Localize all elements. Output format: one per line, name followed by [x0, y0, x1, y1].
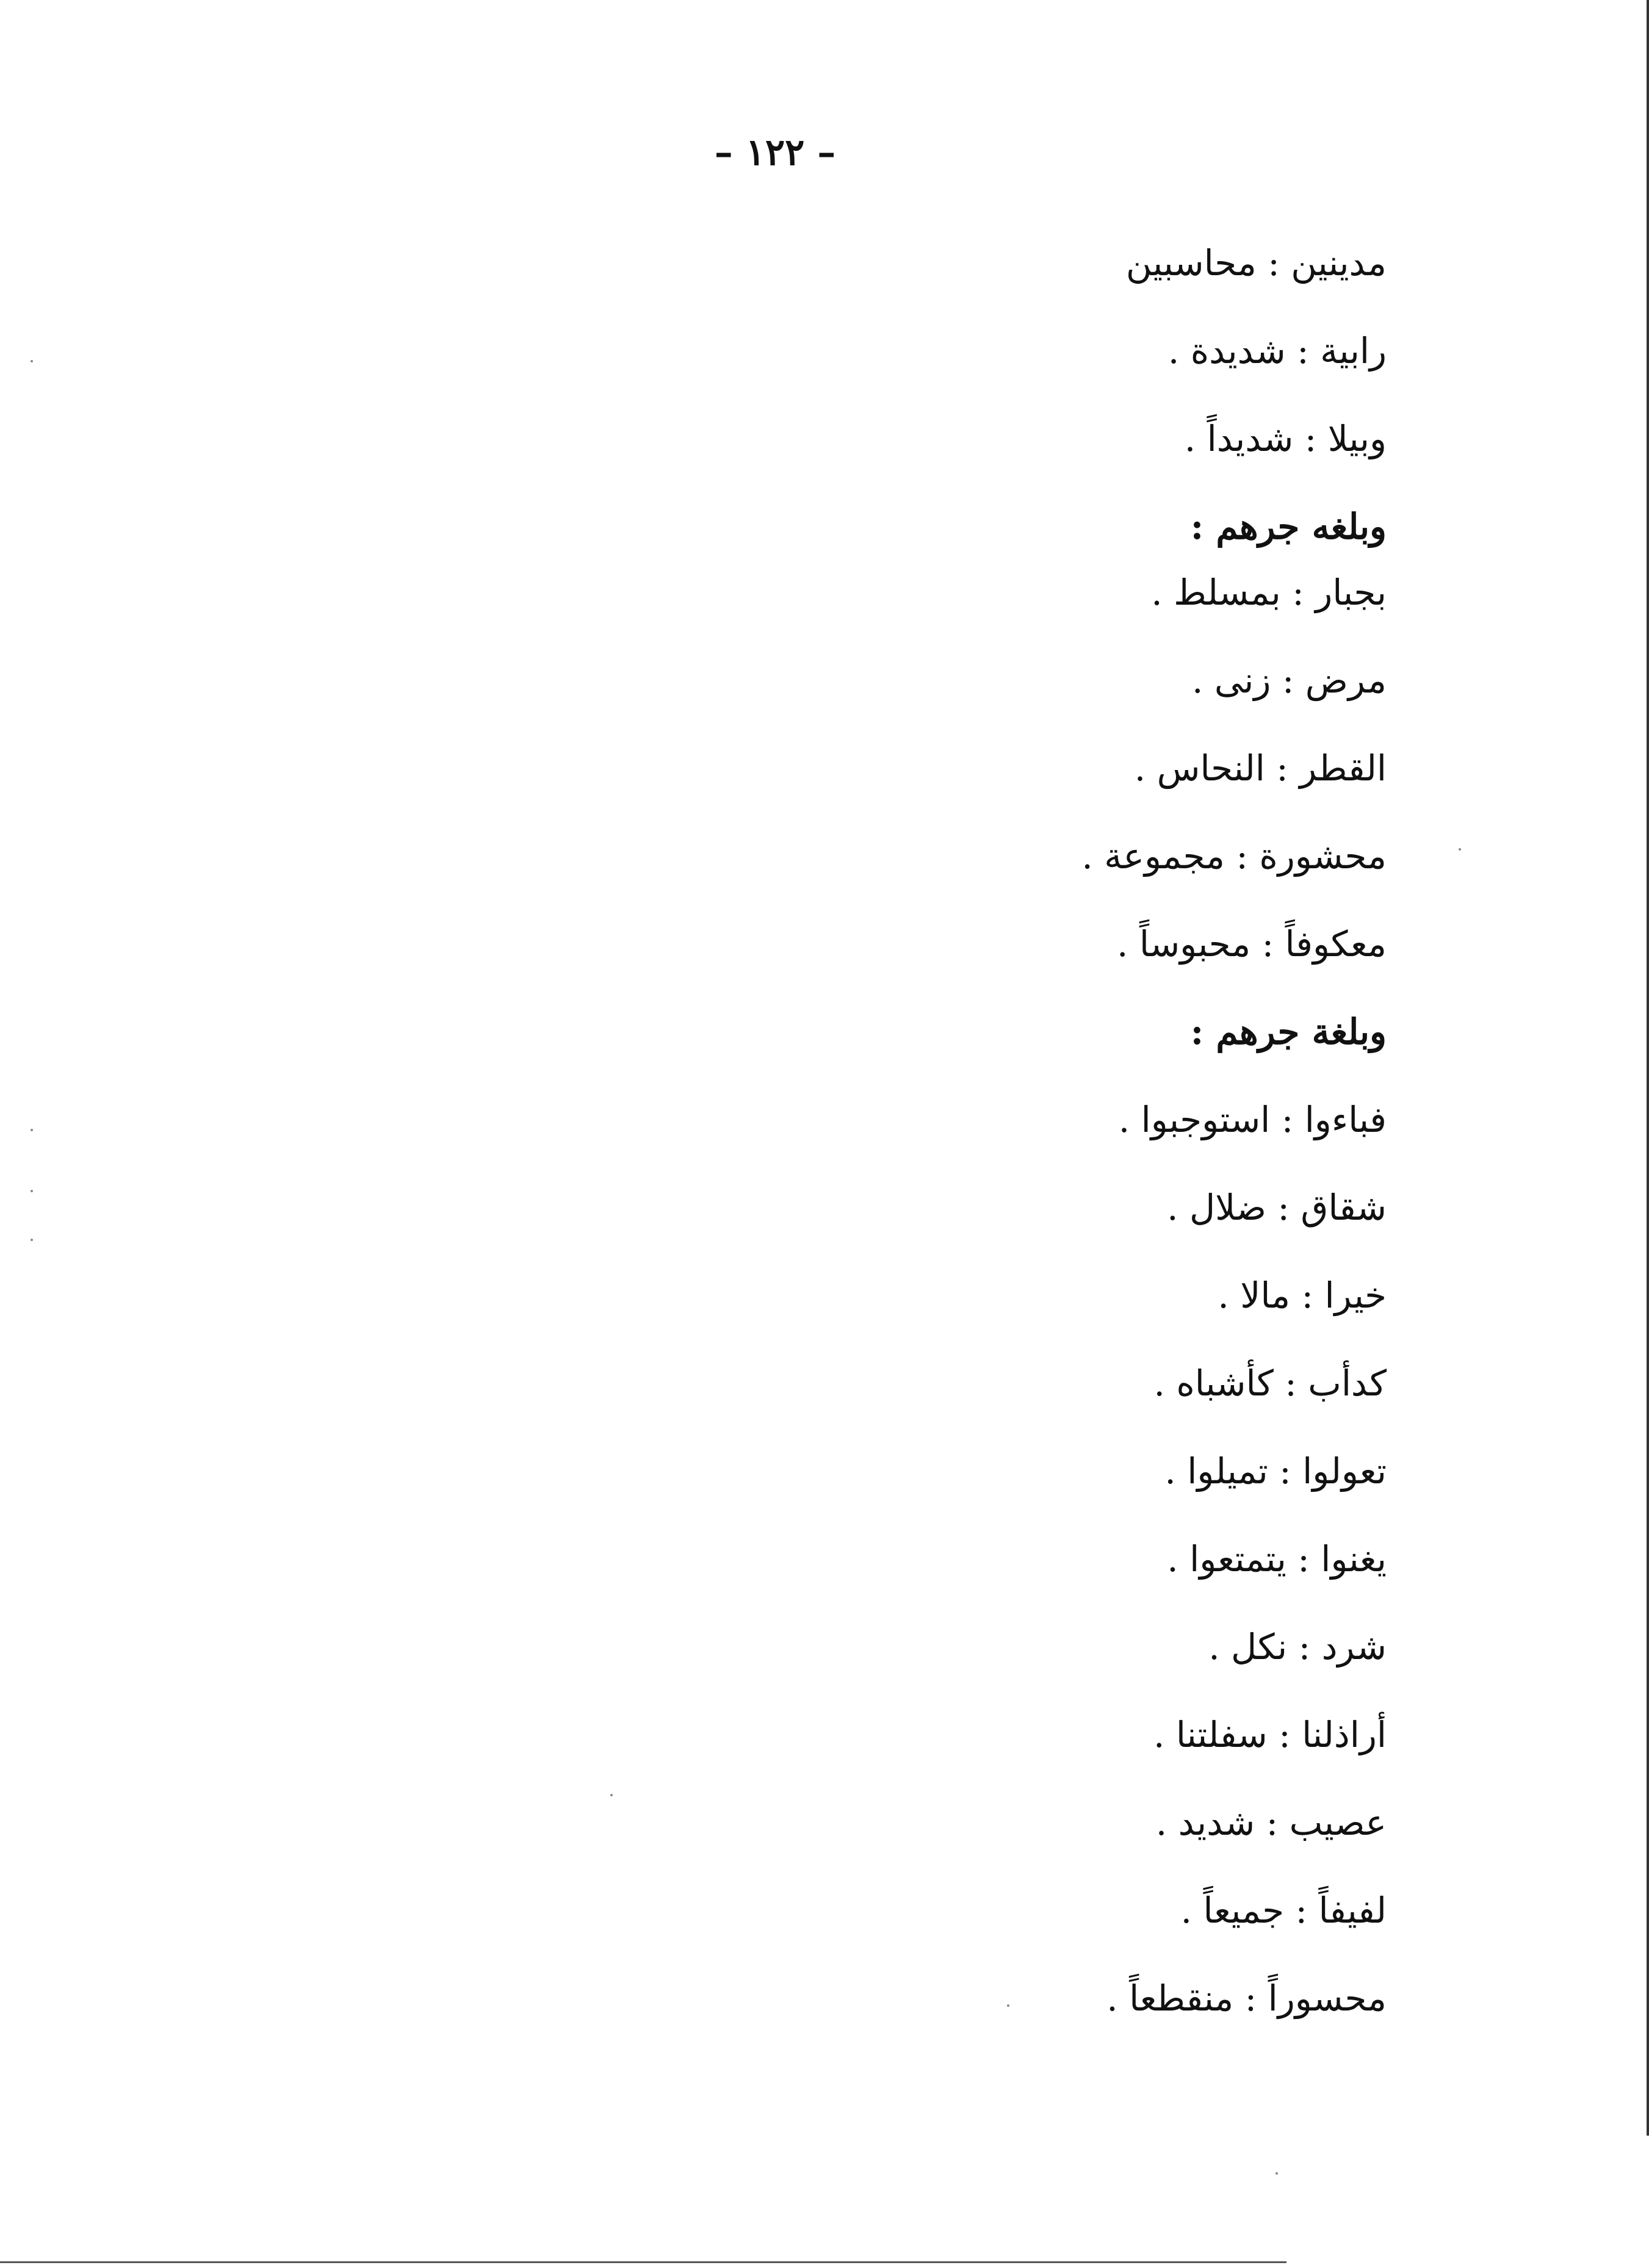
- section-heading: وبلغة جرهم :: [1190, 1011, 1387, 1053]
- scan-speck: [31, 1129, 33, 1131]
- glossary-entry: شقاق : ضلال .: [1167, 1187, 1387, 1228]
- glossary-entry: لفيفاً : جميعاً .: [1180, 1890, 1387, 1931]
- right-margin-rule: [1647, 0, 1649, 2136]
- scan-speck: [31, 1190, 33, 1192]
- glossary-entry: عصيب : شديد .: [1155, 1802, 1387, 1843]
- glossary-entry: القطر : النحاس .: [1134, 747, 1387, 789]
- scan-speck: [610, 1794, 613, 1796]
- glossary-entry: كدأب : كأشباه .: [1153, 1363, 1387, 1404]
- glossary-entry: مدينين : محاسبين: [1125, 242, 1387, 284]
- glossary-entry: محشورة : مجموعة .: [1081, 835, 1387, 877]
- glossary-entry: وبيلا : شديداً .: [1184, 418, 1387, 459]
- section-heading: وبلغه جرهم :: [1190, 506, 1387, 547]
- glossary-entry: مرض : زنى .: [1192, 660, 1387, 701]
- glossary-entry: شرد : نكل .: [1208, 1626, 1387, 1668]
- glossary-entry: فباءوا : استوجبوا .: [1118, 1099, 1387, 1140]
- glossary-entry: معكوفاً : محبوساً .: [1117, 923, 1387, 965]
- page-number: – ١٢٢ –: [714, 131, 836, 174]
- glossary-entry: أراذلنا : سفلتنا .: [1153, 1714, 1387, 1755]
- glossary-entry: محسوراً : منقطعاً .: [1106, 1978, 1387, 2019]
- bottom-rule: [0, 2261, 1286, 2263]
- glossary-entry: بجبار : بمسلط .: [1151, 572, 1387, 613]
- scan-speck: [31, 360, 33, 362]
- scan-speck: [1276, 2172, 1278, 2175]
- glossary-entry: رابية : شديدة .: [1167, 330, 1387, 372]
- glossary-entry: تعولوا : تميلوا .: [1164, 1450, 1387, 1492]
- scan-speck: [1459, 848, 1461, 851]
- scan-speck: [31, 1239, 33, 1241]
- glossary-entry: خيرا : مالا .: [1218, 1275, 1387, 1316]
- glossary-list: [837, 241, 1387, 2064]
- glossary-entry: يغنوا : يتمتعوا .: [1167, 1538, 1387, 1580]
- scan-speck: [1007, 2004, 1009, 2007]
